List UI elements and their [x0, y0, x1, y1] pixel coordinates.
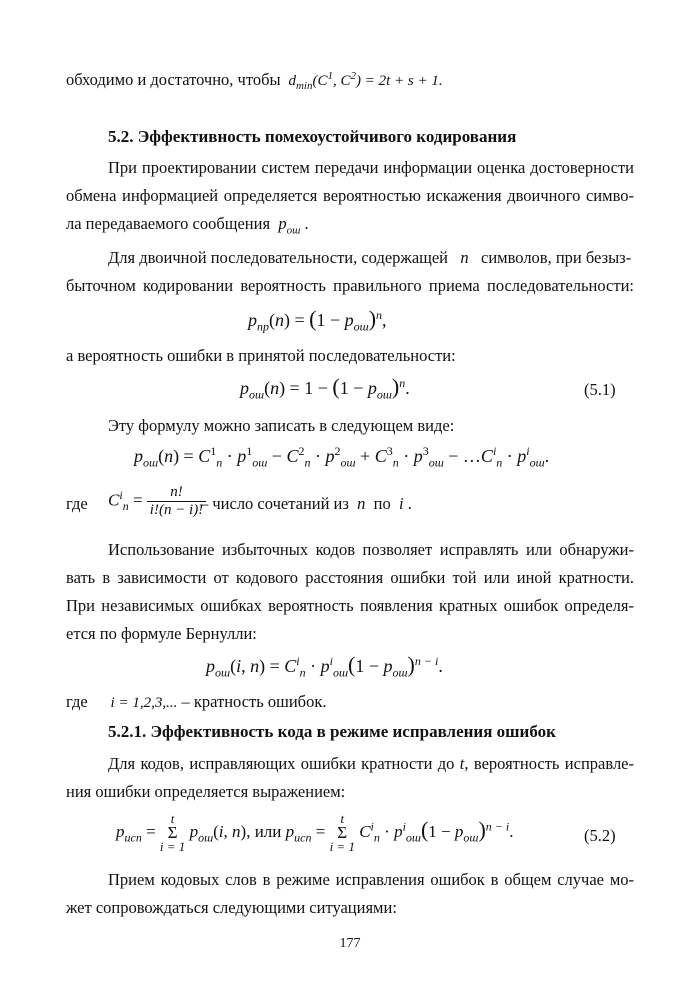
text-line: где i = 1,2,3,... – кратность ошибок. [66, 692, 327, 711]
text-span: обходимо и достаточно, чтобы [66, 70, 281, 89]
text-line: Для двоичной последовательности, содержащей n символов, при безыз- [108, 248, 632, 267]
formula-expansion: $p_{ош}(n) = C^1_n \cdot p^1_{ош} - C^2_n \cdot p^2_{ош} + C^3_n \cdot p^3_{ош}$ − $\dots C^i_n \cdot p^i_{ош}$. [134, 444, 550, 470]
text-line: При независимых ошибках вероятность появления кратных ошибок определя- [66, 596, 634, 615]
text-span: по [373, 494, 391, 513]
text-line: – число сочетаний из n по i . [200, 494, 412, 513]
equation-number: (5.2) [584, 826, 616, 845]
equation-number: (5.1) [584, 380, 616, 399]
text-line: ния ошибки определяется выражением: [66, 782, 346, 801]
text-line: быточном кодировании вероятность правильного приема последовательности: [66, 276, 634, 295]
text-line: Для кодов, исправляющих ошибки кратности до t, вероятность исправле- [108, 754, 634, 773]
text-line: жет сопровождаться следующими ситуациями: [66, 898, 397, 917]
text-line: При проектировании систем передачи информации оценка достоверности [108, 158, 634, 177]
formula-p-pr: $p_{пр}(n) = (1 - p_{ош})^n$, [248, 306, 387, 334]
formula-5-1: $p_{ош}(n) = 1 - (1 - p_{ош})^n$. [240, 374, 410, 402]
formula-bernoulli: $p_{ош}(i$, $n) = C^i_n \cdot p^i_{ош}(1 - p_{ош})^{n - i}$. [206, 652, 443, 680]
section-heading: 5.2. Эффективность помехоустойчивого кодирования [108, 127, 517, 146]
text-line: обходимо и достаточно, чтобы $d_{min}(C^1$, $C^2) = 2t + s + 1$. [66, 70, 443, 92]
formula-5-2: $p_{исп}$ = t Σ i = 1 $p_{ош}(i$, n), или $p_{исп}$ = t Σ i = 1 $C^i_n \cdot p^i_{ош}(1 - p_{ош})^{n - i}$. [116, 811, 514, 854]
text-line: вать в зависимости от кодового расстояния ошибки той или иной кратности. [66, 568, 634, 587]
text-span: , или [246, 821, 282, 841]
text-line: ется по формуле Бернулли: [66, 624, 257, 643]
text-span: – кратность ошибок. [181, 692, 327, 711]
subsection-heading: 5.2.1. Эффективность кода в режиме исправления ошибок [108, 722, 556, 741]
text-span: – число сочетаний из [200, 494, 349, 513]
text-span: ла передаваемого сообщения [66, 214, 271, 233]
text-span: Для двоичной последовательности, содержащей [108, 248, 449, 267]
page-number: 177 [339, 936, 361, 951]
text-span: где [66, 692, 88, 711]
text-span: где [66, 494, 88, 513]
formula-combination: $C^i_n$ = $\frac{n!}{i!(n - i)!}$ [108, 484, 206, 519]
text-span: Для кодов, исправляющих ошибки кратности до [108, 754, 455, 773]
text-line: а вероятность ошибки в принятой последовательности: [66, 346, 456, 365]
text-line: Использование избыточных кодов позволяет исправлять или обнаружи- [108, 540, 634, 559]
text-line: Прием кодовых слов в режиме исправления ошибок в общем случае мо- [108, 870, 634, 889]
text-line: ла передаваемого сообщения $p_{ош}$ . [66, 214, 309, 237]
text-span: символов, при безыз- [481, 248, 632, 267]
text-line: Эту формулу можно записать в следующем виде: [108, 416, 455, 435]
text-line: обмена информацией определяется вероятностью искажения двоичного симво- [66, 186, 634, 205]
text-span: , вероятность исправле- [464, 754, 634, 773]
